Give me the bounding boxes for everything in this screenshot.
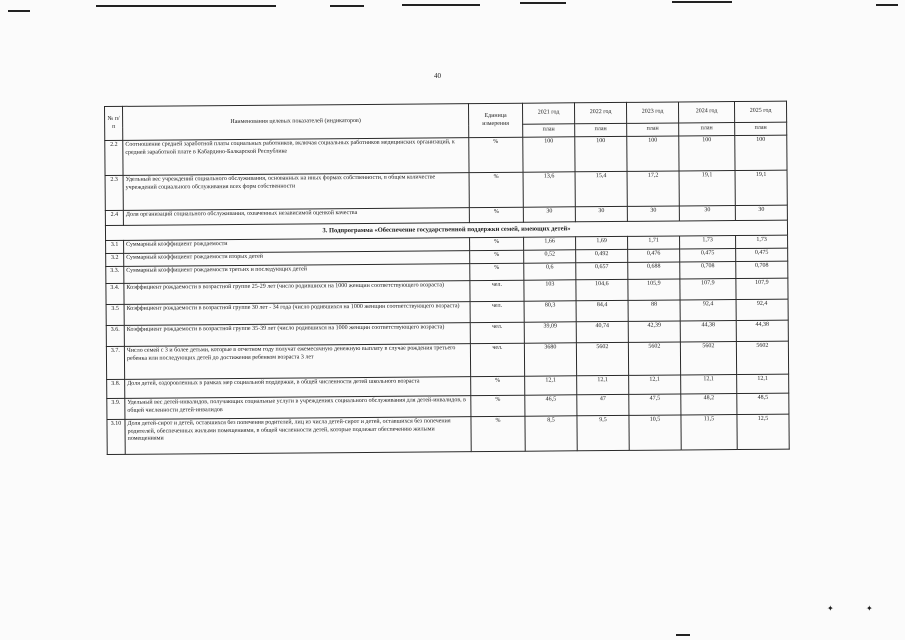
row-value: 0,492 — [576, 250, 628, 263]
row-value: 107,9 — [680, 279, 736, 300]
row-number: 2.2 — [105, 140, 123, 175]
row-indicator-name: Доля организаций социального обслуживания, охваченных независимой оценкой качества — [123, 208, 469, 226]
table-row — [106, 341, 788, 379]
row-indicator-name: Суммарный коэффициент рождаемости третьих и последующих детей — [124, 264, 470, 284]
row-unit: % — [470, 237, 524, 250]
row-indicator-name: Суммарный коэффициент рождаемости — [124, 238, 470, 254]
row-value: 5602 — [736, 341, 788, 374]
scan-line — [672, 1, 732, 3]
row-value: 0,708 — [680, 262, 736, 279]
table-body-bottom — [106, 235, 790, 454]
row-value: 12,1 — [525, 376, 577, 395]
row-value: 100 — [627, 136, 679, 171]
row-value: 92,4 — [680, 300, 736, 321]
scan-line — [8, 10, 30, 12]
row-value: 1,69 — [576, 237, 628, 250]
row-indicator-name: Соотношение средней заработной платы социальных работников, включая социальных работников медицинских организаций, к средней заработной плате в Кабардино-Балкарской Республике — [123, 138, 469, 176]
row-unit: % — [469, 137, 523, 172]
header-unit: Единица измерения — [468, 103, 522, 137]
row-indicator-name: Коэффициент рождаемости в возрастной группе 25-29 лет (число родившихся на 1000 женщин соответствующего возраста) — [124, 281, 470, 305]
page-number: 40 — [434, 72, 441, 80]
table-row — [107, 414, 789, 454]
row-value: 5602 — [680, 342, 736, 375]
header-year: 2025 год — [734, 101, 786, 122]
row-value: 0,688 — [628, 262, 680, 279]
row-number: 3.5 — [106, 304, 124, 325]
scan-line — [402, 4, 480, 6]
row-value: 30 — [523, 207, 575, 222]
row-value: 10,5 — [629, 415, 681, 450]
row-number: 3.3. — [106, 266, 124, 283]
row-value: 12,1 — [577, 376, 629, 395]
row-value: 30 — [575, 206, 627, 221]
row-value: 9,5 — [577, 416, 629, 451]
row-value: 1,73 — [736, 235, 788, 248]
header-plan: план — [627, 123, 679, 136]
header-plan: план — [575, 123, 627, 136]
row-unit: % — [471, 376, 525, 395]
row-value: 1,66 — [524, 237, 576, 250]
row-unit: чел. — [470, 322, 524, 343]
row-value: 84,4 — [576, 301, 628, 322]
row-value: 80,3 — [524, 301, 576, 322]
row-value: 19,1 — [679, 171, 735, 206]
header-plan: план — [735, 122, 787, 135]
row-indicator-name: Число семей с 3 и более детьми, которые в отчетном году получат ежемесячную денежную выплату в случае рождения третьего ребенка или последующих детей до достижения ребенком возраста 3 лет — [124, 344, 470, 380]
row-value: 48,5 — [737, 393, 789, 414]
row-value: 0,708 — [736, 261, 788, 278]
scan-line — [676, 634, 690, 636]
row-unit: чел. — [470, 280, 524, 301]
scan-mark: ✦ — [866, 604, 873, 613]
row-value: 17,2 — [627, 171, 679, 206]
row-value: 0,657 — [576, 263, 628, 280]
row-value: 100 — [679, 136, 735, 171]
row-unit: % — [470, 250, 524, 263]
row-indicator-name: Суммарный коэффициент рождаемости вторых детей — [124, 251, 470, 267]
row-indicator-name: Доля детей, оздоровленных в рамках мер социальной поддержки, в общей численности детей школьного возраста — [125, 377, 471, 399]
row-value: 15,4 — [575, 171, 627, 206]
row-value: 0,52 — [524, 250, 576, 263]
header-year: 2021 год — [522, 103, 574, 124]
header-plan: план — [679, 123, 735, 136]
scan-line — [330, 5, 364, 7]
row-number: 3.10 — [107, 419, 125, 454]
row-value: 48,2 — [681, 394, 737, 415]
table-row — [105, 170, 787, 210]
row-unit: % — [469, 207, 523, 222]
row-number: 3.8. — [107, 379, 125, 398]
row-value: 88 — [628, 300, 680, 321]
table-body-top — [105, 135, 788, 225]
header-num: № п/п — [105, 106, 123, 140]
row-value: 1,73 — [680, 236, 736, 249]
header-year: 2023 год — [626, 102, 678, 123]
row-value: 12,1 — [681, 375, 737, 394]
row-value: 42,39 — [628, 321, 680, 342]
row-value: 12,1 — [737, 374, 789, 393]
row-value: 5602 — [576, 343, 628, 376]
row-number: 2.3 — [105, 175, 123, 210]
row-value: 100 — [735, 135, 787, 170]
row-number: 3.1 — [106, 240, 124, 253]
row-unit: чел. — [470, 343, 524, 376]
scan-line — [876, 4, 898, 6]
row-value: 40,74 — [576, 322, 628, 343]
row-unit: % — [469, 172, 523, 207]
header-name: Наименования целевых показателей (индикаторов) — [123, 104, 469, 141]
row-indicator-name: Удельный вес учреждений социального обслуживания, основанных на иных формах собственности, в общем количестве учреждений социального обслуживания всех форм собственности — [123, 173, 469, 211]
row-value: 0,475 — [680, 249, 736, 262]
row-unit: % — [471, 395, 525, 416]
row-number: 3.2 — [106, 253, 124, 266]
scan-line — [520, 2, 566, 4]
row-value: 0,476 — [628, 249, 680, 262]
row-value: 13,6 — [523, 172, 575, 207]
row-value: 47 — [577, 395, 629, 416]
row-unit: чел. — [470, 301, 524, 322]
scan-line — [96, 5, 276, 7]
row-value: 12,1 — [629, 375, 681, 394]
row-value: 11,5 — [681, 415, 737, 450]
row-number: 3.4. — [106, 283, 124, 304]
row-value: 5602 — [628, 342, 680, 375]
header-year: 2024 год — [678, 102, 734, 123]
row-value: 104,6 — [576, 280, 628, 301]
row-indicator-name: Коэффициент рождаемости в возрастной группе 35-39 лет (число родившихся на 1000 женщин соответствующего возраста) — [124, 323, 470, 347]
row-value: 44,38 — [736, 320, 788, 341]
section-title: 3. Подпрограмма «Обеспечение государственной поддержки семей, имеющих детей» — [105, 220, 787, 240]
row-value: 8,5 — [525, 416, 577, 451]
row-number: 3.6. — [106, 325, 124, 346]
indicators-table — [104, 101, 790, 455]
row-value: 30 — [679, 206, 735, 221]
row-unit: % — [470, 263, 524, 280]
row-value: 46,5 — [525, 395, 577, 416]
row-value: 3680 — [524, 343, 576, 376]
row-value: 100 — [575, 136, 627, 171]
header-year: 2022 год — [574, 102, 626, 123]
row-value: 19,1 — [735, 170, 787, 205]
row-value: 0,6 — [524, 263, 576, 280]
row-value: 47,5 — [629, 394, 681, 415]
row-number: 3.7. — [106, 346, 124, 379]
row-value: 12,5 — [737, 414, 789, 449]
row-value: 44,38 — [680, 321, 736, 342]
row-value: 39,09 — [524, 322, 576, 343]
row-indicator-name: Коэффициент рождаемости в возрастной группе 30 лет - 34 года (число родившихся на 1000 женщин соответствующего возраста) — [124, 302, 470, 326]
row-value: 1,71 — [628, 236, 680, 249]
row-indicator-name: Удельный вес детей-инвалидов, получающих социальные услуги в учреждениях социального обслуживания для детей-инвалидов, в общей численности детей-инвалидов — [125, 396, 471, 420]
row-value: 105,9 — [628, 279, 680, 300]
row-value: 103 — [524, 280, 576, 301]
row-value: 30 — [627, 206, 679, 221]
row-number: 2.4 — [105, 210, 123, 225]
table-row — [105, 135, 787, 175]
row-indicator-name: Доля детей-сирот и детей, оставшихся без попечения родителей, лиц из числа детей-сирот и детей, оставшихся без попечения родителей, обеспеченных жилыми помещениями, в общей численности детей, которые подлежат обеспечению жилыми помещениями — [125, 417, 471, 455]
row-value: 100 — [523, 137, 575, 172]
row-value: 30 — [735, 205, 787, 220]
row-value: 92,4 — [736, 299, 788, 320]
row-unit: % — [471, 416, 525, 451]
row-value: 0,475 — [736, 248, 788, 261]
row-value: 107,9 — [736, 278, 788, 299]
header-plan: план — [523, 124, 575, 137]
scan-mark: ✦ — [827, 604, 834, 613]
row-number: 3.9. — [107, 398, 125, 419]
